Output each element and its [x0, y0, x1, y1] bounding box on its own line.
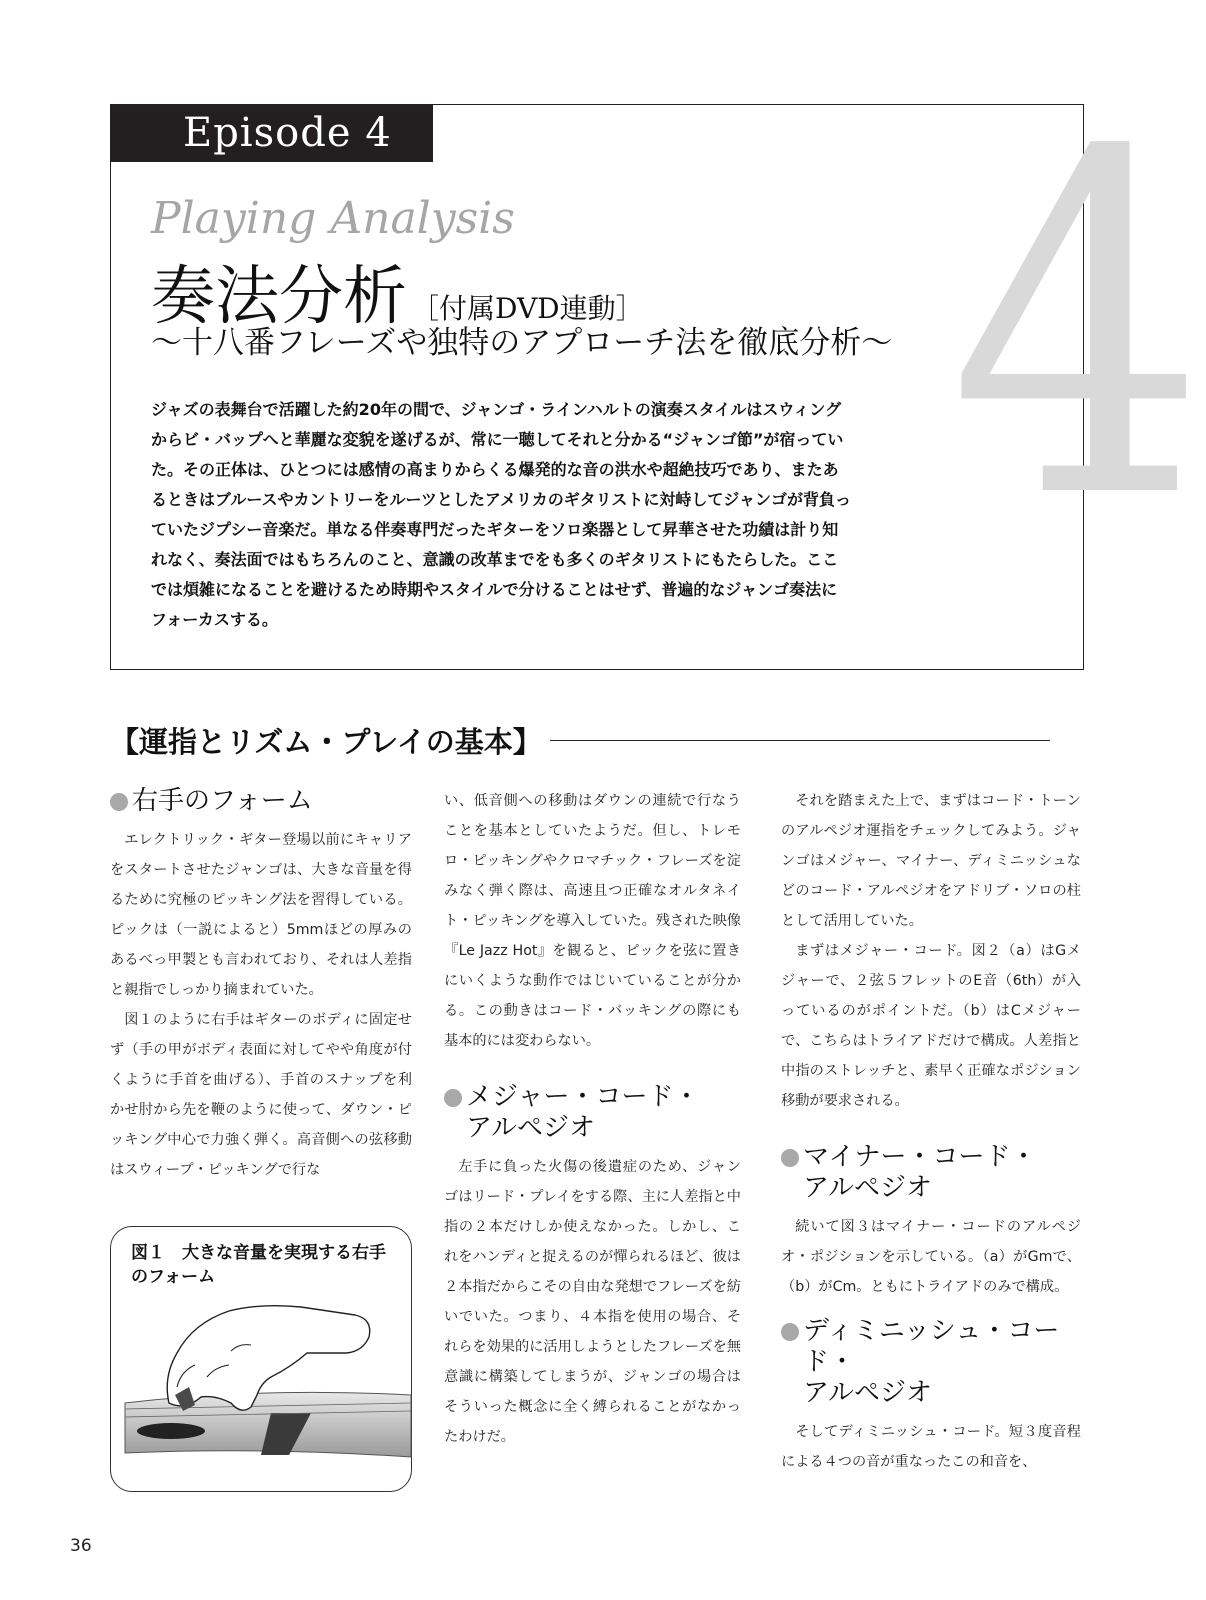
figure-caption: 図１ 大きな音量を実現する右手のフォーム — [131, 1243, 386, 1287]
section-heading-row — [110, 720, 1060, 760]
section-divider — [550, 740, 1050, 741]
title-dvd-note: ［付属DVD連動］ — [411, 292, 644, 325]
paragraph: そしてディミニッシュ・コード。短３度音程による４つの音が重なったこの和音を、 — [781, 1424, 1081, 1470]
figure-1 — [110, 1226, 412, 1492]
subheading-line: ディミニッシュ・コード・ — [803, 1316, 1060, 1377]
subheading-text — [803, 1316, 1081, 1409]
subheading-right-hand-form — [110, 786, 412, 817]
episode-label: Episode 4 — [111, 105, 433, 162]
subheading-line: アルペジオ — [803, 1378, 932, 1408]
hand-pick-illustration — [111, 1227, 413, 1493]
section-heading: 【運指とリズム・プレイの基本】 — [110, 725, 542, 759]
paragraph: い、低音側への移動はダウンの連続で行なうことを基本としていたようだ。但し、トレモロ・ピッキングやクロマチック・フレーズを淀みなく弾く際は、高速且つ正確なオルタネイト・ピッキングを導入していた。残された映像『Le Jazz Hot』を観ると、ピックを弦に置きにいくような動作ではじいていることが分かる。この動きはコード・バッキングの際にも基本的には変わらない。 — [444, 793, 741, 1049]
subheading-line: マイナー・コード・ — [803, 1142, 1037, 1172]
subheading-major-chord-arpeggio — [444, 1082, 741, 1144]
subheading-text: 右手のフォーム — [132, 786, 313, 816]
bullet-dot-icon — [444, 1089, 462, 1107]
paragraph: エレクトリック・ギター登場以前にキャリアをスタートさせたジャンゴは、大きな音量を得るために究極のピッキング法を習得している。ピックは（一説によると）5mmほどの厚みのあるべっ甲製とも言われており、それは人差指と親指でしっかり摘まれていた。 — [110, 832, 412, 998]
header-box — [110, 54, 1206, 670]
paragraph: まずはメジャー・コード。図２（a）はGメジャーで、２弦５フレットのE音（6th）が入っているのがポイントだ。（b）はCメジャーで、こちらはトライアドだけで構成。人差指と中指のストレッチと、素早く正確なポジション移動が要求される。 — [781, 943, 1081, 1109]
subheading-line: アルペジオ — [803, 1173, 932, 1203]
page-subtitle: ～十八番フレーズや独特のアプローチ法を徹底分析～ — [151, 325, 893, 361]
paragraph: それを踏まえた上で、まずはコード・トーンのアルペジオ運指をチェックしてみよう。ジャンゴはメジャー、マイナー、ディミニッシュなどのコード・アルペジオをアドリブ・ソロの柱として活用していた。 — [781, 793, 1081, 929]
episode-big-number: 4 — [949, 54, 1206, 601]
subheading-minor-chord-arpeggio — [781, 1142, 1081, 1204]
intro-paragraph: ジャズの表舞台で活躍した約20年の間で、ジャンゴ・ラインハルトの演奏スタイルはスウィングからビ・バップへと華麗な変貌を遂げるが、常に一聴してそれと分かる“ジャンゴ節”が宿っていた。その正体は、ひとつには感情の高まりからくる爆発的な音の洪水や超絶技巧であり、またあるときはブルースやカントリーをルーツとしたアメリカのギタリストに対峙してジャンゴが背負っていたジプシー音楽だ。単なる伴奏専門だったギターをソロ楽器として昇華させた功績は計り知れなく、奏法面ではもちろんのこと、意識の改革までをも多くのギタリストにもたらした。ここでは煩雑になることを避けるため時期やスタイルで分けることはせず、普遍的なジャンゴ奏法にフォーカスする。 — [151, 400, 852, 629]
subheading-diminished-chord-arpeggio — [781, 1316, 1081, 1409]
column-3 — [781, 786, 1081, 1477]
paragraph: 続いて図３はマイナー・コードのアルペジオ・ポジションを示している。（a）がGmで、（b）がCm。ともにトライアドのみで構成。 — [781, 1219, 1081, 1295]
bullet-dot-icon — [781, 1149, 799, 1167]
paragraph: 左手に負った火傷の後遺症のため、ジャンゴはリード・プレイをする際、主に人差指と中指の２本だけしか使えなかった。しかし、これをハンディと捉えるのが憚られるほど、彼は２本指だからこその自由な発想でフレーズを紡いでいた。つまり、４本指を使用の場合、それらを効果的に活用しようとしたフレーズを無意識に構築してしまうが、ジャンゴの場合はそういった概念に全く縛られることがなかったわけだ。 — [444, 1159, 741, 1445]
paragraph: 図１のように右手はギターのボディに固定せず（手の甲がボディ表面に対してやや角度が付くように手首を曲げる）、手首のスナップを利かせ肘から先を鞭のように使って、ダウン・ピッキング中心で力強く弾く。高音側への弦移動はスウィープ・ピッキングで行な — [110, 1012, 412, 1178]
subheading-line: アルペジオ — [466, 1113, 595, 1143]
subheading-text — [466, 1082, 699, 1144]
playing-analysis-title: Playing Analysis — [151, 193, 515, 244]
page-title: 奏法分析 — [151, 260, 407, 334]
bullet-dot-icon — [110, 793, 128, 811]
bullet-dot-icon — [781, 1323, 799, 1341]
column-2 — [444, 786, 741, 1452]
page-number: 36 — [70, 1536, 92, 1556]
subheading-text — [803, 1142, 1036, 1204]
subheading-line: メジャー・コード・ — [466, 1082, 700, 1112]
column-1 — [110, 786, 412, 1185]
